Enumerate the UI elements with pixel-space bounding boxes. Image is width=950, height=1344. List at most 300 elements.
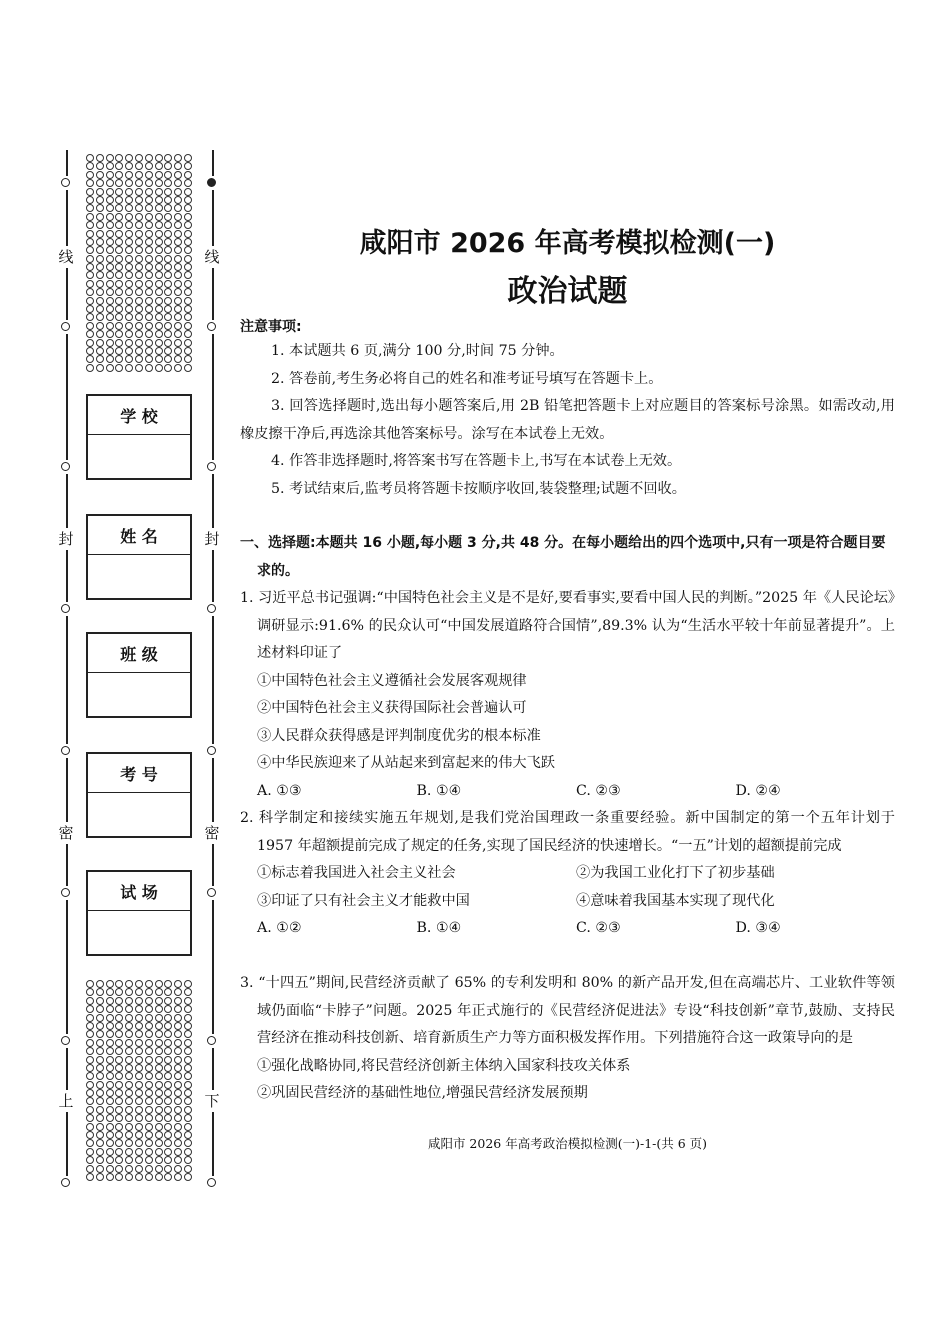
binding-char-shang: 上 xyxy=(58,1092,74,1110)
decorative-dot xyxy=(155,1014,163,1022)
decorative-dot xyxy=(155,238,163,246)
decorative-dot xyxy=(125,1014,133,1022)
decorative-dot xyxy=(135,1139,143,1147)
decorative-dot xyxy=(135,246,143,254)
decorative-dot xyxy=(125,297,133,305)
decorative-dot xyxy=(135,313,143,321)
decorative-dot xyxy=(135,1148,143,1156)
decorative-dot xyxy=(184,1030,192,1038)
decorative-dot xyxy=(96,1014,104,1022)
decorative-dot xyxy=(155,980,163,988)
decorative-dot xyxy=(86,988,94,996)
decorative-dot xyxy=(106,255,114,263)
decorative-dot xyxy=(135,1081,143,1089)
decorative-dot xyxy=(125,255,133,263)
decorative-dot xyxy=(86,1047,94,1055)
decorative-dot xyxy=(96,1131,104,1139)
decorative-dot xyxy=(106,230,114,238)
decorative-dot xyxy=(115,1022,123,1030)
decorative-dot xyxy=(115,297,123,305)
choice-d: D. ③④ xyxy=(735,920,781,936)
decorative-dot xyxy=(96,297,104,305)
decorative-dot xyxy=(174,221,182,229)
decorative-dot xyxy=(86,1097,94,1105)
decorative-dot xyxy=(155,188,163,196)
page-footer: 咸阳市 2026 年高考政治模拟检测(一)-1-(共 6 页) xyxy=(427,1136,708,1151)
decorative-dot xyxy=(164,1106,172,1114)
decorative-dot xyxy=(125,196,133,204)
decorative-dot xyxy=(184,1047,192,1055)
statement-option: ①标志着我国进入社会主义社会 xyxy=(257,865,456,881)
decorative-dot xyxy=(164,1123,172,1131)
decorative-dot xyxy=(115,179,123,187)
decorative-dot xyxy=(145,221,153,229)
decorative-dot xyxy=(174,330,182,338)
decorative-dot xyxy=(106,1014,114,1022)
decorative-dot xyxy=(145,179,153,187)
decorative-dot xyxy=(86,1072,94,1080)
decorative-dot xyxy=(135,1014,143,1022)
decorative-dot xyxy=(96,1030,104,1038)
decorative-dot xyxy=(86,305,94,313)
decorative-dot xyxy=(184,162,192,170)
decorative-dot xyxy=(164,288,172,296)
decorative-dot xyxy=(86,221,94,229)
decorative-dot xyxy=(106,238,114,246)
statement-option: ②中国特色社会主义获得国际社会普遍认可 xyxy=(257,700,527,716)
decorative-dot xyxy=(125,1081,133,1089)
decorative-dot xyxy=(96,322,104,330)
statement-option: ③印证了只有社会主义才能救中国 xyxy=(257,892,470,909)
decorative-dot xyxy=(164,1131,172,1139)
decorative-dot xyxy=(96,1173,104,1181)
decorative-dot xyxy=(145,1148,153,1156)
decorative-dot xyxy=(145,188,153,196)
decorative-dot-grid-top xyxy=(86,154,194,372)
decorative-dot xyxy=(115,1123,123,1131)
decorative-dot xyxy=(96,1156,104,1164)
decorative-dot xyxy=(135,1097,143,1105)
decorative-dot xyxy=(145,263,153,271)
binding-char-feng-inner: 封 xyxy=(204,530,220,548)
decorative-dot xyxy=(145,1131,153,1139)
decorative-dot xyxy=(135,330,143,338)
decorative-dot xyxy=(86,997,94,1005)
decorative-dot xyxy=(155,1097,163,1105)
statement-option: ③人民群众获得感是评判制度优劣的根本标准 xyxy=(257,727,541,744)
decorative-dot xyxy=(125,1064,133,1072)
decorative-dot xyxy=(96,1072,104,1080)
decorative-dot xyxy=(135,263,143,271)
decorative-dot xyxy=(155,364,163,372)
decorative-dot xyxy=(155,1173,163,1181)
decorative-dot xyxy=(184,246,192,254)
decorative-dot xyxy=(145,1089,153,1097)
decorative-dot xyxy=(115,1014,123,1022)
choice-a: A. ①③ xyxy=(257,782,302,799)
decorative-dot xyxy=(164,204,172,212)
decorative-dot xyxy=(155,1089,163,1097)
decorative-dot xyxy=(96,280,104,288)
decorative-dot xyxy=(174,188,182,196)
decorative-dot xyxy=(125,204,133,212)
decorative-dot xyxy=(155,171,163,179)
decorative-dot xyxy=(145,1072,153,1080)
decorative-dot xyxy=(96,355,104,363)
school-field[interactable] xyxy=(86,394,192,480)
decorative-dot xyxy=(96,196,104,204)
decorative-dot xyxy=(164,255,172,263)
decorative-dot xyxy=(155,339,163,347)
decorative-dot xyxy=(115,280,123,288)
decorative-dot xyxy=(125,1114,133,1122)
decorative-dot xyxy=(174,1081,182,1089)
decorative-dot xyxy=(174,1131,182,1139)
decorative-dot xyxy=(135,980,143,988)
decorative-dot xyxy=(145,1106,153,1114)
decorative-dot xyxy=(135,213,143,221)
decorative-dot xyxy=(145,1005,153,1013)
decorative-dot xyxy=(164,1114,172,1122)
decorative-dot xyxy=(145,1064,153,1072)
decorative-dot xyxy=(86,179,94,187)
decorative-dot xyxy=(86,188,94,196)
decorative-dot xyxy=(86,322,94,330)
decorative-dot xyxy=(174,280,182,288)
decorative-dot xyxy=(86,1106,94,1114)
decorative-dot xyxy=(184,1089,192,1097)
decorative-dot xyxy=(135,204,143,212)
binding-char-xian: 线 xyxy=(58,248,74,266)
decorative-dot xyxy=(106,154,114,162)
decorative-dot xyxy=(106,280,114,288)
decorative-dot xyxy=(86,171,94,179)
decorative-dot xyxy=(106,347,114,355)
decorative-dot xyxy=(135,1089,143,1097)
decorative-dot xyxy=(115,1114,123,1122)
decorative-dot xyxy=(164,1022,172,1030)
decorative-dot xyxy=(164,221,172,229)
decorative-dot xyxy=(125,355,133,363)
decorative-dot xyxy=(106,1005,114,1013)
decorative-dot xyxy=(106,1081,114,1089)
decorative-dot xyxy=(155,255,163,263)
decorative-dot xyxy=(96,271,104,279)
decorative-dot xyxy=(174,1114,182,1122)
decorative-dot xyxy=(164,1081,172,1089)
decorative-dot xyxy=(106,188,114,196)
decorative-dot xyxy=(155,347,163,355)
decorative-dot xyxy=(115,313,123,321)
decorative-dot xyxy=(115,355,123,363)
decorative-dot xyxy=(145,1156,153,1164)
decorative-dot xyxy=(145,213,153,221)
decorative-dot xyxy=(145,330,153,338)
decorative-dot xyxy=(174,255,182,263)
decorative-dot xyxy=(86,1148,94,1156)
decorative-dot xyxy=(174,339,182,347)
decorative-dot xyxy=(155,271,163,279)
decorative-dot xyxy=(115,1039,123,1047)
decorative-dot xyxy=(145,1097,153,1105)
decorative-dot xyxy=(125,1072,133,1080)
decorative-dot xyxy=(184,1106,192,1114)
decorative-dot xyxy=(155,1081,163,1089)
exam-room-field[interactable] xyxy=(86,870,192,956)
exam-number-label: 考 号 xyxy=(88,754,190,793)
decorative-dot xyxy=(145,297,153,305)
decorative-dot xyxy=(106,1047,114,1055)
decorative-dot xyxy=(184,255,192,263)
decorative-dot xyxy=(125,313,133,321)
decorative-dot xyxy=(96,221,104,229)
decorative-dot xyxy=(135,1106,143,1114)
decorative-dot xyxy=(96,980,104,988)
decorative-dot xyxy=(106,1022,114,1030)
decorative-dot xyxy=(155,1047,163,1055)
decorative-dot xyxy=(184,188,192,196)
decorative-dot xyxy=(184,1064,192,1072)
decorative-dot xyxy=(174,288,182,296)
decorative-dot xyxy=(164,1097,172,1105)
decorative-dot xyxy=(184,339,192,347)
decorative-dot xyxy=(125,364,133,372)
decorative-dot xyxy=(106,288,114,296)
decorative-dot xyxy=(125,339,133,347)
decorative-dot xyxy=(125,1123,133,1131)
decorative-dot xyxy=(125,171,133,179)
decorative-dot xyxy=(184,221,192,229)
name-field[interactable] xyxy=(86,514,192,600)
decorative-dot xyxy=(86,1139,94,1147)
decorative-dot xyxy=(125,1022,133,1030)
decorative-dot xyxy=(106,1089,114,1097)
decorative-dot xyxy=(184,1173,192,1181)
decorative-dot xyxy=(115,1005,123,1013)
decorative-dot xyxy=(86,280,94,288)
decorative-dot xyxy=(184,1097,192,1105)
decorative-dot xyxy=(174,238,182,246)
answer-choices xyxy=(240,778,895,806)
decorative-dot xyxy=(174,1064,182,1072)
exam-subject: 政治试题 xyxy=(507,274,628,309)
decorative-dot xyxy=(164,1064,172,1072)
class-field[interactable] xyxy=(86,632,192,718)
decorative-dot xyxy=(164,330,172,338)
decorative-dot xyxy=(155,1072,163,1080)
decorative-dot xyxy=(184,997,192,1005)
decorative-dot xyxy=(125,305,133,313)
decorative-dot xyxy=(164,188,172,196)
decorative-dot xyxy=(145,1030,153,1038)
decorative-dot xyxy=(106,1173,114,1181)
decorative-dot xyxy=(174,154,182,162)
decorative-dot xyxy=(135,997,143,1005)
decorative-dot xyxy=(135,221,143,229)
decorative-dot xyxy=(106,213,114,221)
decorative-dot xyxy=(135,1131,143,1139)
decorative-dot xyxy=(164,246,172,254)
decorative-dot xyxy=(96,1056,104,1064)
decorative-dot xyxy=(106,1123,114,1131)
decorative-dot xyxy=(135,1123,143,1131)
decorative-dot xyxy=(174,1039,182,1047)
decorative-dot xyxy=(115,1030,123,1038)
decorative-dot xyxy=(125,179,133,187)
decorative-dot xyxy=(135,988,143,996)
exam-number-field[interactable] xyxy=(86,752,192,838)
decorative-dot xyxy=(86,364,94,372)
decorative-dot xyxy=(115,1173,123,1181)
decorative-dot xyxy=(86,980,94,988)
decorative-dot xyxy=(174,1139,182,1147)
statement-option: ①强化战略协同,将民营经济创新主体纳入国家科技攻关体系 xyxy=(257,1057,631,1074)
decorative-dot xyxy=(115,997,123,1005)
decorative-dot xyxy=(155,263,163,271)
decorative-dot xyxy=(135,1114,143,1122)
decorative-dot xyxy=(125,322,133,330)
decorative-dot xyxy=(155,305,163,313)
decorative-dot xyxy=(125,288,133,296)
decorative-dot xyxy=(174,162,182,170)
decorative-dot xyxy=(115,339,123,347)
decorative-dot xyxy=(145,162,153,170)
decorative-dot xyxy=(164,988,172,996)
decorative-dot xyxy=(174,1106,182,1114)
decorative-dot xyxy=(164,238,172,246)
decorative-dot xyxy=(174,980,182,988)
decorative-dot xyxy=(125,1089,133,1097)
decorative-dot xyxy=(125,980,133,988)
decorative-dot xyxy=(96,171,104,179)
decorative-dot xyxy=(86,288,94,296)
decorative-dot xyxy=(115,1072,123,1080)
decorative-dot xyxy=(115,330,123,338)
decorative-dot xyxy=(174,263,182,271)
answer-choices xyxy=(240,915,895,943)
decorative-dot xyxy=(96,1123,104,1131)
decorative-dot xyxy=(155,1106,163,1114)
decorative-dot xyxy=(155,988,163,996)
decorative-dot xyxy=(155,1022,163,1030)
decorative-dot xyxy=(184,1114,192,1122)
decorative-dot xyxy=(125,188,133,196)
decorative-dot xyxy=(184,1123,192,1131)
decorative-dot xyxy=(115,1097,123,1105)
decorative-dot xyxy=(125,988,133,996)
decorative-dot xyxy=(125,997,133,1005)
decorative-dot xyxy=(145,355,153,363)
notice-item: 5. 考试结束后,监考员将答题卡按顺序收回,装袋整理;试题不回收。 xyxy=(271,480,686,497)
decorative-dot xyxy=(115,221,123,229)
decorative-dot xyxy=(174,1173,182,1181)
decorative-dot xyxy=(155,1165,163,1173)
decorative-dot xyxy=(96,997,104,1005)
decorative-dot xyxy=(135,255,143,263)
decorative-dot xyxy=(145,347,153,355)
decorative-dot xyxy=(115,1165,123,1173)
decorative-dot xyxy=(145,288,153,296)
decorative-dot xyxy=(96,330,104,338)
decorative-dot xyxy=(145,1081,153,1089)
decorative-dot xyxy=(135,238,143,246)
decorative-dot xyxy=(164,1030,172,1038)
decorative-dot xyxy=(164,297,172,305)
decorative-dot xyxy=(86,297,94,305)
decorative-dot xyxy=(145,230,153,238)
decorative-dot xyxy=(135,196,143,204)
decorative-dot xyxy=(184,330,192,338)
decorative-dot xyxy=(115,1089,123,1097)
decorative-dot xyxy=(174,364,182,372)
notice-item: 3. 回答选择题时,选出每小题答案后,用 2B 铅笔把答题卡上对应题目的答案标号涂黑。如需改动,用橡皮擦干净后,再选涂其他答案标号。涂写在本试卷上无效。 xyxy=(240,398,895,442)
decorative-dot xyxy=(155,204,163,212)
decorative-dot xyxy=(155,1148,163,1156)
decorative-dot xyxy=(86,1039,94,1047)
decorative-dot xyxy=(106,162,114,170)
decorative-dot xyxy=(145,204,153,212)
decorative-dot xyxy=(155,297,163,305)
decorative-dot xyxy=(96,213,104,221)
decorative-dot xyxy=(145,980,153,988)
decorative-dot xyxy=(164,1039,172,1047)
decorative-dot xyxy=(86,1081,94,1089)
decorative-dot xyxy=(106,322,114,330)
decorative-dot xyxy=(164,347,172,355)
decorative-dot xyxy=(164,1072,172,1080)
decorative-dot xyxy=(155,1123,163,1131)
decorative-dot xyxy=(106,196,114,204)
decorative-dot xyxy=(164,355,172,363)
decorative-dot xyxy=(96,988,104,996)
decorative-dot xyxy=(115,1056,123,1064)
decorative-dot xyxy=(164,313,172,321)
decorative-dot xyxy=(164,1056,172,1064)
decorative-dot xyxy=(106,1097,114,1105)
decorative-dot xyxy=(164,196,172,204)
decorative-dot xyxy=(96,1005,104,1013)
decorative-dot xyxy=(145,154,153,162)
decorative-dot xyxy=(106,997,114,1005)
decorative-dot xyxy=(155,355,163,363)
section-heading: 一、选择题:本题共 16 小题,每小题 3 分,共 48 分。在每小题给出的四个选项中,只有一项是符合题目要求的。 xyxy=(240,535,886,579)
decorative-dot xyxy=(106,980,114,988)
decorative-dot xyxy=(174,1165,182,1173)
decorative-dot xyxy=(96,154,104,162)
decorative-dot xyxy=(145,271,153,279)
decorative-dot xyxy=(125,1106,133,1114)
decorative-dot xyxy=(184,196,192,204)
decorative-dot xyxy=(96,1039,104,1047)
decorative-dot xyxy=(145,313,153,321)
decorative-dot xyxy=(86,1022,94,1030)
decorative-dot xyxy=(135,230,143,238)
decorative-dot xyxy=(174,347,182,355)
binding-char-feng: 封 xyxy=(58,530,74,548)
decorative-dot xyxy=(86,204,94,212)
class-label: 班 级 xyxy=(88,634,190,673)
decorative-dot xyxy=(164,980,172,988)
decorative-dot xyxy=(125,221,133,229)
decorative-dot xyxy=(145,1139,153,1147)
decorative-dot xyxy=(174,204,182,212)
decorative-dot xyxy=(86,1089,94,1097)
decorative-dot xyxy=(86,1165,94,1173)
decorative-dot xyxy=(184,355,192,363)
decorative-dot xyxy=(164,339,172,347)
decorative-dot xyxy=(184,1131,192,1139)
decorative-dot xyxy=(135,1047,143,1055)
